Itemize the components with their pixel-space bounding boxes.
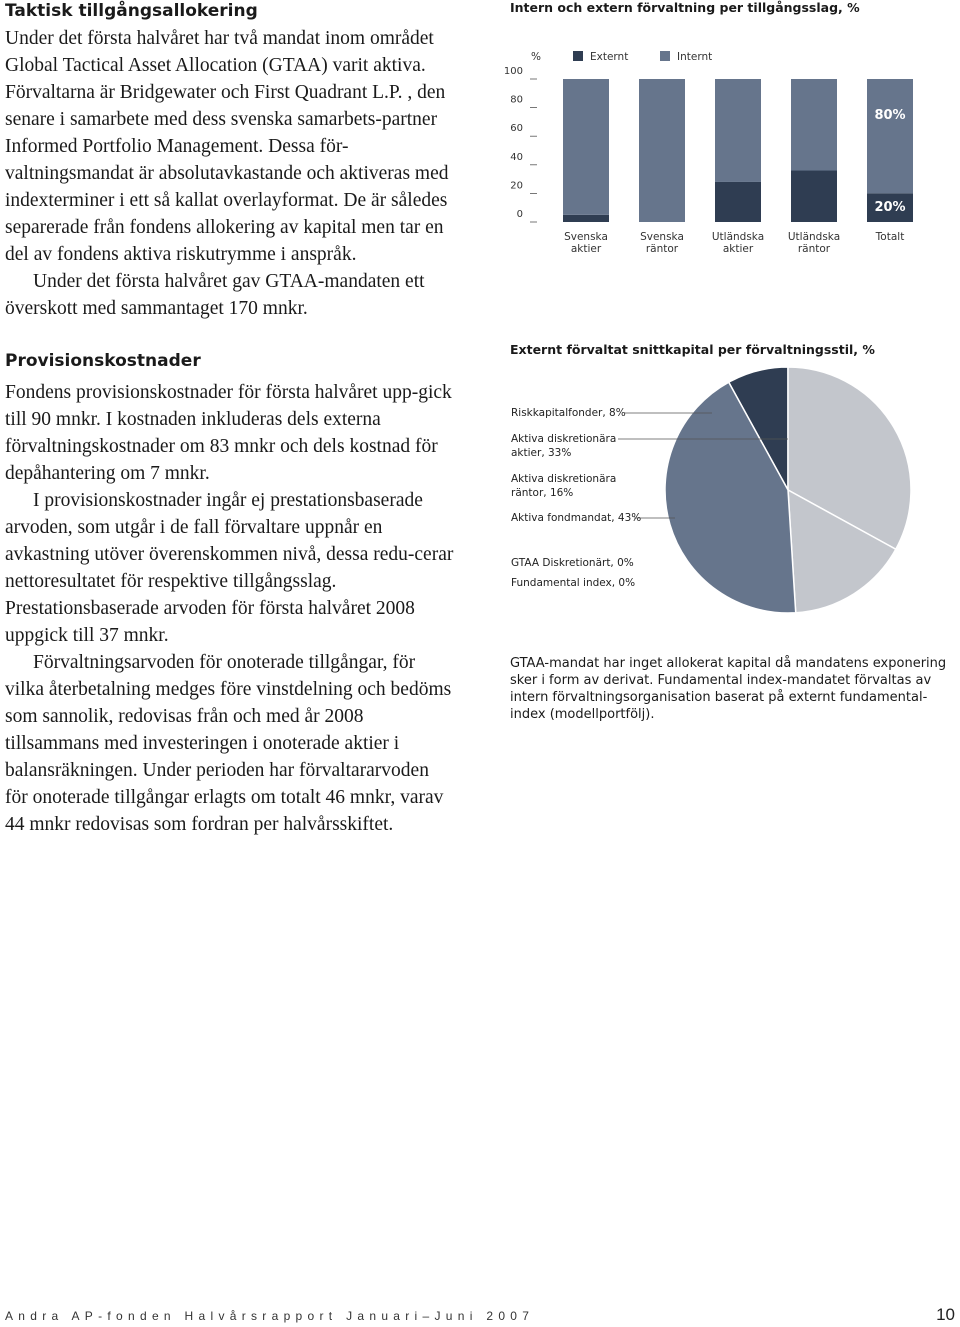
bar-segment	[791, 171, 837, 222]
x-tick-label: räntor	[797, 243, 831, 255]
bar-segment	[715, 79, 761, 182]
x-tick-label: Totalt	[875, 231, 905, 243]
paragraph-onoterade: Förvaltningsarvoden för onoterade tillgångar, för vilka återbetalning medges före vinstdelning och bedöms som sannolik, redovisas från och med år 2008 tillsammans med investeringen i onoterade aktier i balansräkningen. Under perioden har förvaltararvoden för onoterade tillgångar erlagts om totalt 46 mnkr, varav 44 mnkr redovisas som fordran per halvårsskiftet.	[5, 652, 452, 835]
x-tick-label: Svenska	[640, 231, 684, 243]
left-column	[5, 0, 455, 838]
pie-label-aktier-a: Aktiva diskretionära	[511, 433, 617, 445]
y-tick-label: 80	[510, 94, 523, 106]
pie-slices	[665, 367, 911, 613]
pie-label-riskkapital: Riskkapitalfonder, 8%	[511, 407, 626, 419]
x-tick-label: räntor	[645, 243, 679, 255]
bar-chart-title: Intern och extern förvaltning per tillgångsslag, %	[510, 0, 860, 15]
x-tick-label: Svenska	[564, 231, 608, 243]
y-tick-label: 100	[503, 66, 523, 77]
pie-label-rantor-b: räntor, 16%	[511, 487, 574, 499]
x-tick-label: aktier	[722, 243, 754, 255]
pie-label-fundamental: Fundamental index, 0%	[511, 577, 636, 589]
legend-label: Internt	[677, 51, 713, 63]
paragraph-gtaa-result: Under det första halvåret gav GTAA-mandaten ett överskott med sammantaget 170 mnkr.	[5, 271, 425, 319]
bar-segment	[563, 215, 609, 222]
section-heading-taktisk: Taktisk tillgångsallokering	[5, 1, 258, 21]
pie-label-fondmandat: Aktiva fondmandat, 43%	[511, 512, 642, 524]
bar-chart	[503, 30, 960, 300]
legend-swatch	[660, 51, 670, 61]
paragraph-gtaa: Under det första halvåret har två mandat inom området Global Tactical Asset Allocation (GTAA) varit aktiva. Förvaltarna är Bridgewater och First Quadrant L.P. , den senare i samarbete med dess svenska samarbets-partner Informed Portfolio Management. Dessa för-valtningsmandat är absolutavkastande och aktiveras med indexterminer i ett så kallat overlayformat. De är således separerade från fondens allokering av kapital men tar en del av fondens aktiva riskutrymme i anspråk.	[5, 28, 449, 265]
pie-chart	[510, 370, 960, 610]
pie-chart-title: Externt förvaltat snittkapital per förvaltningsstil, %	[510, 342, 875, 357]
data-label-internal: 80%	[874, 108, 906, 123]
bar-segment	[867, 79, 913, 193]
bar-segment	[639, 79, 685, 222]
pie-label-aktier-b: aktier, 33%	[511, 447, 572, 459]
legend-label: Externt	[590, 51, 629, 63]
data-label-external: 20%	[874, 200, 906, 215]
x-tick-label: Utländska	[711, 231, 765, 243]
bar-segment	[563, 79, 609, 215]
y-tick-label: 20	[510, 180, 523, 192]
paragraph-provision: Fondens provisionskostnader för första halvåret upp-gick till 90 mnkr. I kostnaden inkluderas dels externa förvaltningskostnader om 83 mnkr och dels kostnad för depåhantering om 7 mnkr.	[5, 382, 452, 484]
gtaa-note: GTAA-mandat har inget allokerat kapital då mandatens exponering sker i form av derivat. Fundamental index-mandatet förvaltas av intern förvaltningsorganisation baserat på externt fundamental-index (modellportfölj).	[510, 656, 947, 722]
paragraph-prestation: I provisionskostnader ingår ej prestationsbaserade arvoden, som utgår i de fall förvaltare uppnår en avkastning utöver överenskommen nivå, dessa redu-cerar nettoresultatet för respektive tillgångsslag. Prestationsbaserade arvoden för första halvåret 2008 uppgick till 37 mnkr.	[5, 490, 454, 646]
section-heading-provision: Provisionskostnader	[5, 351, 201, 371]
bar-segment	[715, 182, 761, 222]
y-tick-label: 40	[510, 151, 523, 163]
bar-segment	[791, 79, 837, 171]
y-axis-unit: %	[531, 51, 541, 63]
x-tick-label: Utländska	[787, 231, 841, 243]
page-number: 10	[936, 1305, 955, 1324]
legend-swatch	[573, 51, 583, 61]
x-tick-label: aktier	[570, 243, 602, 255]
y-tick-label: 0	[516, 209, 523, 220]
footer-text: Andra AP-fonden Halvårsrapport Januari–Juni 2007	[5, 1309, 535, 1323]
y-tick-label: 60	[510, 123, 523, 135]
pie-label-gtaa: GTAA Diskretionärt, 0%	[511, 557, 634, 569]
pie-label-rantor-a: Aktiva diskretionära	[511, 473, 617, 485]
